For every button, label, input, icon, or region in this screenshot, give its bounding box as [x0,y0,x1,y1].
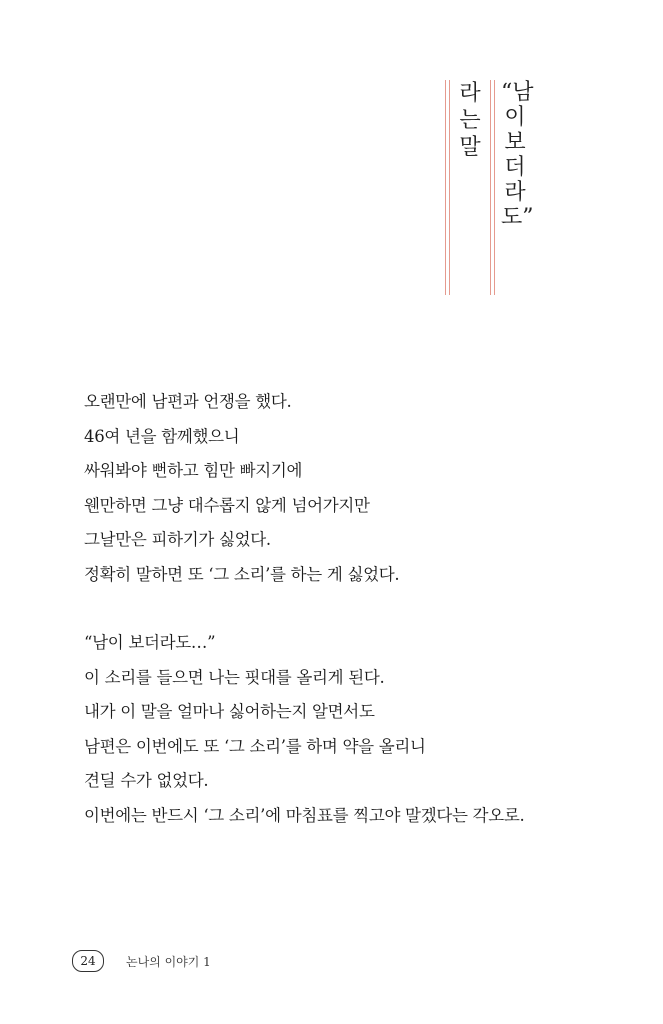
text-line: 이 소리를 들으면 나는 핏대를 올리게 된다. [84,667,385,687]
title-column-right [490,80,535,295]
vertical-title [445,80,535,295]
body-text [84,385,584,833]
text-line: “남이 보더라도…” [84,633,216,652]
page-footer [72,950,211,972]
running-book-title: 논나의 이야기 1 [126,954,211,969]
text-line: 견딜 수가 없었다. [84,771,209,790]
text-line: 남편은 이번에도 또 ‘그 소리’를 하며 약을 올리니 [84,736,426,756]
title-text-left: 라는 말 [459,81,481,160]
title-column-left [445,80,490,295]
page-number: 24 [72,950,104,972]
text-line: 오랜만에 남편과 언쟁을 했다. [84,392,292,411]
text-line: 이번에는 반드시 ‘그 소리’에 마침표를 찍고야 말겠다는 각오로. [84,805,525,825]
text-line: 46여 년을 함께했으니 [84,426,240,446]
title-text-right: “남이 보더라도” [501,80,534,230]
text-line: 그날만은 피하기가 싫었다. [84,530,271,549]
text-line: 내가 이 말을 얼마나 싫어하는지 알면서도 [84,702,375,721]
paragraph-gap [84,592,584,626]
text-line: 싸워봐야 뻔하고 힘만 빠지기에 [84,461,303,480]
text-line: 웬만하면 그냥 대수롭지 않게 넘어가지만 [84,495,370,515]
text-line: 정확히 말하면 또 ‘그 소리’를 하는 게 싫었다. [84,564,400,584]
